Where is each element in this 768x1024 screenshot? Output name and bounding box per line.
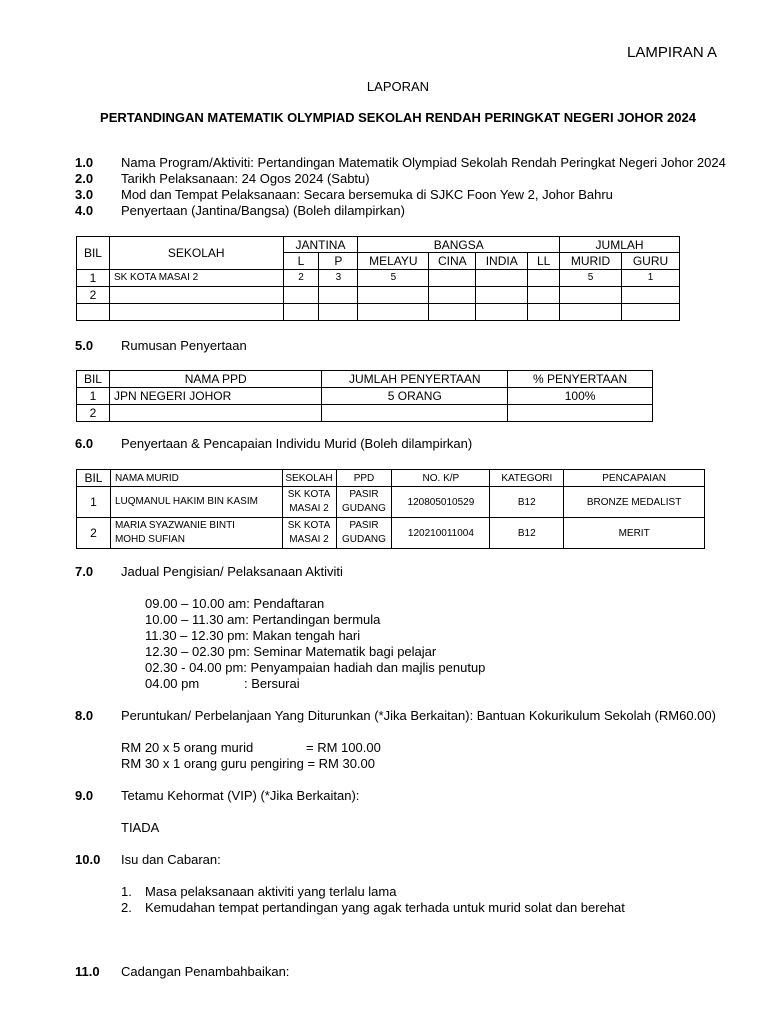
cell-p (319, 304, 358, 321)
budget-line-1-left: RM 20 x 5 orang murid (121, 740, 254, 755)
header-bil: BIL (77, 237, 110, 270)
cell-pencapaian: BRONZE MEDALIST (564, 487, 705, 518)
item-1-number: 1.0 (75, 155, 94, 170)
nama-line-1: MARIA SYAZWANIE BINTI (114, 520, 235, 531)
issue-text: Kemudahan tempat pertandingan yang agak terhada untuk murid solat dan berehat (145, 900, 625, 915)
cell-pencapaian: MERIT (564, 518, 705, 549)
table-row (77, 304, 680, 321)
header-nama-ppd: NAMA PPD (109, 371, 322, 388)
report-title: PERTANDINGAN MATEMATIK OLYMPIAD SEKOLAH RENDAH PERINGKAT NEGERI JOHOR 2024 (100, 110, 696, 125)
cell-guru: 1 (621, 270, 679, 287)
cell-nama-ppd (109, 405, 322, 422)
header-p: P (319, 253, 358, 270)
cell-india (476, 287, 528, 304)
issue-text: Masa pelaksanaan aktiviti yang terlalu lama (145, 884, 397, 899)
ppd-line-1: PASIR (349, 520, 379, 531)
item-7-text: Jadual Pengisian/ Pelaksanaan Aktiviti (121, 564, 343, 579)
item-6-number: 6.0 (75, 436, 94, 451)
cell-ll (528, 270, 560, 287)
header-sekolah: SEKOLAH (282, 470, 336, 487)
cell-l (283, 304, 319, 321)
item-11-number: 11.0 (75, 964, 100, 979)
cell-murid: 5 (560, 270, 622, 287)
cell-sekolah (109, 287, 283, 304)
item-6-text: Penyertaan & Pencapaian Individu Murid (Boleh dilampirkan) (121, 436, 473, 451)
cell-melayu: 5 (358, 270, 429, 287)
cell-cina (429, 287, 476, 304)
issue-number: 2. (121, 900, 132, 915)
header-india: INDIA (476, 253, 528, 270)
item-3-number: 3.0 (75, 187, 94, 202)
sekolah-line-2: MASAI 2 (289, 534, 329, 545)
cell-jumlah (322, 405, 508, 422)
header-peratus-penyertaan: % PENYERTAAN (508, 371, 653, 388)
schedule-item: 11.30 – 12.30 pm: Makan tengah hari (145, 628, 361, 643)
cell-murid (560, 304, 622, 321)
item-2-number: 2.0 (75, 171, 94, 186)
item-3-text: Mod dan Tempat Pelaksanaan: Secara bersemuka di SJKC Foon Yew 2, Johor Bahru (121, 187, 613, 202)
cell-sekolah (109, 304, 283, 321)
item-9-number: 9.0 (75, 788, 94, 803)
cell-peratus: 100% (508, 388, 653, 405)
schedule-last-time: 04.00 pm (145, 676, 200, 691)
item-5-text: Rumusan Penyertaan (121, 338, 247, 353)
header-cina: CINA (429, 253, 476, 270)
cell-sekolah (282, 487, 336, 518)
summary-table (76, 370, 653, 422)
header-kategori: KATEGORI (490, 470, 564, 487)
schedule-item: 12.30 – 02.30 pm: Seminar Matematik bagi pelajar (145, 644, 437, 659)
cell-nama-ppd: JPN NEGERI JOHOR (109, 388, 322, 405)
cell-melayu (358, 287, 429, 304)
ppd-line-2: GUDANG (342, 534, 386, 545)
header-bil: BIL (77, 371, 110, 388)
schedule-last-activity: : Bersurai (244, 676, 300, 691)
cell-sekolah (282, 518, 336, 549)
cell-sekolah: SK KOTA MASAI 2 (109, 270, 283, 287)
item-5-number: 5.0 (75, 338, 94, 353)
cell-bil: 1 (77, 270, 110, 287)
header-pencapaian: PENCAPAIAN (564, 470, 705, 487)
sekolah-line-1: SK KOTA (287, 520, 331, 531)
cell-bil: 2 (77, 518, 111, 549)
header-jumlah: JUMLAH (560, 237, 680, 253)
header-bangsa: BANGSA (358, 237, 560, 253)
cell-ll (528, 287, 560, 304)
cell-kategori: B12 (490, 487, 564, 518)
cell-cina (429, 304, 476, 321)
budget-line-1-right: = RM 100.00 (306, 740, 381, 755)
cell-ppd (336, 518, 392, 549)
cell-peratus (508, 405, 653, 422)
cell-india (476, 304, 528, 321)
header-nama-murid: NAMA MURID (110, 470, 282, 487)
cell-l: 2 (283, 270, 319, 287)
cell-guru (621, 287, 679, 304)
item-8-text: Peruntukan/ Perbelanjaan Yang Diturunkan (*Jika Berkaitan): Bantuan Kokurikulum Sekolah (RM60.00) (121, 708, 716, 723)
header-bil: BIL (77, 470, 111, 487)
cell-jumlah: 5 ORANG (322, 388, 508, 405)
cell-nama-murid (110, 487, 282, 518)
header-l: L (283, 253, 319, 270)
report-label: LAPORAN (366, 79, 430, 94)
cell-ll (528, 304, 560, 321)
item-8-number: 8.0 (75, 708, 94, 723)
cell-cina (429, 270, 476, 287)
item-1-text: Nama Program/Aktiviti: Pertandingan Matematik Olympiad Sekolah Rendah Peringkat Negeri Johor 2024 (121, 155, 726, 170)
table-row (77, 487, 705, 518)
table-row (77, 270, 680, 287)
cell-ppd (336, 487, 392, 518)
table-row (77, 518, 705, 549)
cell-bil: 1 (77, 388, 110, 405)
header-sekolah: SEKOLAH (109, 237, 283, 270)
sekolah-line-2: MASAI 2 (289, 503, 329, 514)
header-murid: MURID (560, 253, 622, 270)
nama-line-2: MOHD SUFIAN (114, 534, 185, 545)
header-jantina: JANTINA (283, 237, 358, 253)
sekolah-line-1: SK KOTA (287, 489, 331, 500)
item-10-number: 10.0 (75, 852, 101, 867)
cell-p (319, 287, 358, 304)
ppd-line-1: PASIR (349, 489, 379, 500)
nama-line-1: LUQMANUL HAKIM BIN KASIM (114, 496, 258, 507)
item-10-text: Isu dan Cabaran: (121, 852, 221, 867)
cell-nama-murid (110, 518, 282, 549)
vip-value: TIADA (121, 820, 160, 835)
header-jumlah-penyertaan: JUMLAH PENYERTAAN (322, 371, 508, 388)
cell-bil (77, 304, 110, 321)
table-row (77, 388, 653, 405)
item-7-number: 7.0 (75, 564, 94, 579)
lampiran-label: LAMPIRAN A (627, 44, 718, 61)
cell-murid (560, 287, 622, 304)
item-9-text: Tetamu Kehormat (VIP) (*Jika Berkaitan): (121, 788, 360, 803)
cell-india (476, 270, 528, 287)
cell-kategori: B12 (490, 518, 564, 549)
cell-bil: 1 (77, 487, 111, 518)
cell-p: 3 (319, 270, 358, 287)
cell-bil: 2 (77, 405, 110, 422)
ppd-line-2: GUDANG (342, 503, 386, 514)
budget-line-2: RM 30 x 1 orang guru pengiring = RM 30.00 (121, 756, 376, 771)
student-table (76, 469, 705, 549)
cell-melayu (358, 304, 429, 321)
schedule-item: 09.00 – 10.00 am: Pendaftaran (145, 596, 325, 611)
cell-kp: 120805010529 (392, 487, 490, 518)
table-row (77, 405, 653, 422)
item-2-text: Tarikh Pelaksanaan: 24 Ogos 2024 (Sabtu) (121, 171, 370, 186)
item-11-text: Cadangan Penambahbaikan: (121, 964, 290, 979)
schedule-item: 02.30 - 04.00 pm: Penyampaian hadiah dan majlis penutup (145, 660, 486, 675)
header-guru: GURU (621, 253, 679, 270)
table-row (77, 287, 680, 304)
item-4-number: 4.0 (75, 203, 94, 218)
schedule-item: 10.00 – 11.30 am: Pertandingan bermula (145, 612, 381, 627)
cell-l (283, 287, 319, 304)
item-4-text: Penyertaan (Jantina/Bangsa) (Boleh dilampirkan) (121, 203, 405, 218)
participation-table (76, 236, 680, 321)
cell-bil: 2 (77, 287, 110, 304)
header-ppd: PPD (336, 470, 392, 487)
header-melayu: MELAYU (358, 253, 429, 270)
issue-number: 1. (121, 884, 132, 899)
header-ll: LL (528, 253, 560, 270)
cell-guru (621, 304, 679, 321)
header-kp: NO. K/P (392, 470, 490, 487)
cell-kp: 120210011004 (392, 518, 490, 549)
